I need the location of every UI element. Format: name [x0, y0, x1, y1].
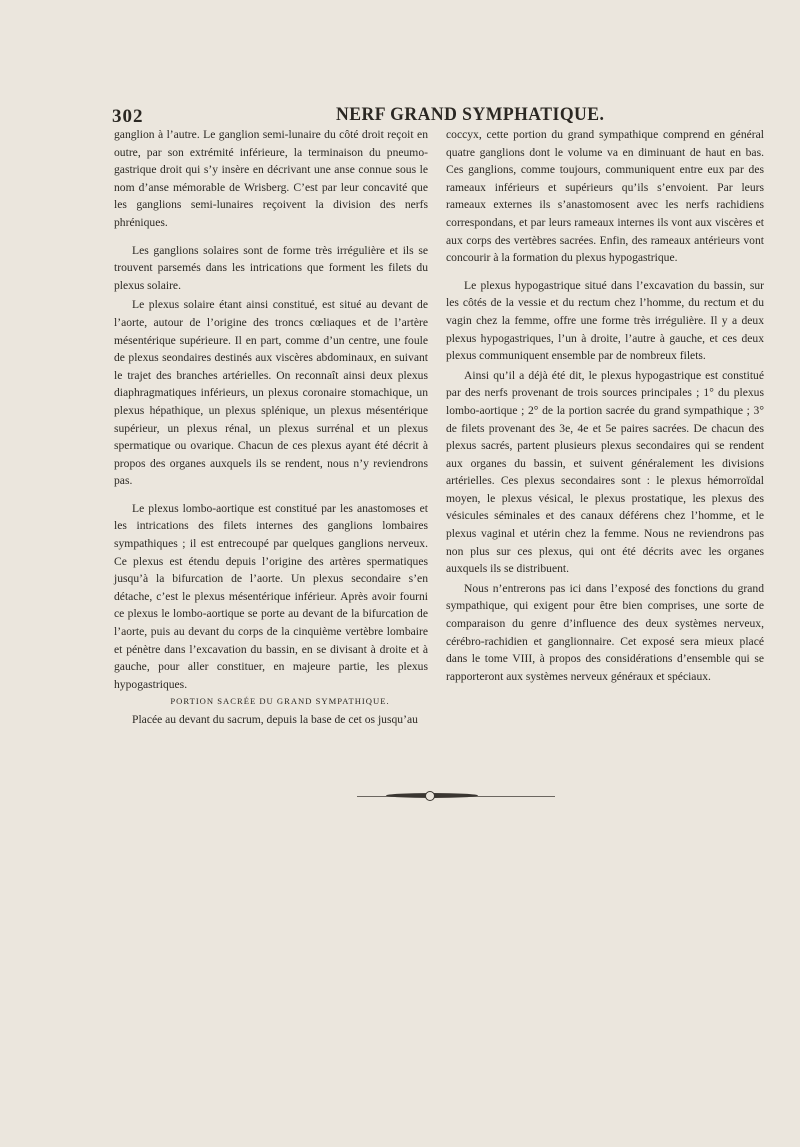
- left-column: [114, 126, 428, 729]
- paragraph: Les ganglions solaires sont de forme très irrégulière et ils se trouvent parsemés dans les intrications que forment les filets du plexus solaire.: [114, 243, 428, 292]
- right-column: [446, 126, 764, 685]
- page-number: 302: [112, 106, 144, 127]
- paragraph: Le plexus hypogastrique situé dans l’excavation du bassin, sur les côtés de la vessie et du rectum chez l’homme, du rectum et du vagin chez la femme, offre une forme très irrégulière. Il y a deux plexus hypogastriques, l’un à droite, l’autre à gauche, et ces deux plexus communiquent ensemble par de nombreux filets.: [446, 278, 764, 363]
- closing-ornament-dot: [425, 791, 435, 801]
- paragraph: Placée au devant du sacrum, depuis la base de cet os jusqu’au: [132, 713, 418, 726]
- paragraph: Le plexus solaire étant ainsi constitué, est situé au devant de l’aorte, autour de l’origine des troncs cœliaques et de l’artère mésentérique supérieure. Il en part, comme d’un centre, une foule de plexus seondaires destinés aux viscères abdominaux, en suivant le trajet des branches artérielles. On reconnaît ainsi deux plexus diaphragmatiques inférieurs, un plexus coronaire stomachique, un plexus hépathique, un plexus splénique, un plexus mésentérique supérieur, un plexus rénal, un plexus surrénal et un plexus spermatique ou ovarique. Chacun de ces plexus ayant été décrit à propos des organes auxquels ils se rendent, nous n’y reviendrons pas.: [114, 298, 428, 488]
- section-heading: PORTION SACRÉE DU GRAND SYMPATHIQUE.: [170, 696, 390, 707]
- paragraph: ganglion à l’autre. Le ganglion semi-lunaire du côté droit reçoit en outre, par son extrémité inférieure, la terminaison du pneumo-gastrique droit qui s’y insère en décrivant une anse connue sous le nom d’anse mémorable de Wrisberg. C’est par leur concavité que les ganglions semi-lunaires reçoivent la division des nerfs phréniques.: [114, 128, 428, 229]
- running-title: NERF GRAND SYMPHATIQUE.: [336, 104, 605, 125]
- paragraph: Ainsi qu’il a déjà été dit, le plexus hypogastrique est constitué par des nerfs provenant de trois sources principales ; 1° du plexus lombo-aortique ; 2° de la portion sacrée du grand sympathique ; 3° de filets provenant des 3e, 4e et 5e paires sacrées. De chacun des plexus sacrés, partent plusieurs plexus secondaires qui se rendent aux organes du bassin, et suivent généralement les divisions artérielles. Ces plexus secondaires sont : le plexus hémorroïdal moyen, le plexus vésical, le plexus prostatique, les plexus des vésicules séminales et des canaux déférens chez l’homme, et le plexus vaginal et utérin chez la femme. Nous ne reviendrons pas non plus sur ces plexus, qui ont été décrits avec les organes auxquels ils se distribuent.: [446, 368, 764, 576]
- paragraph: coccyx, cette portion du grand sympathique comprend en général quatre ganglions dont le volume va en diminuant de haut en bas. Ces ganglions, comme toujours, communiquent entre eux par des rameaux inférieurs et supérieurs qu’ils s’envoient. Par leurs rameaux externes ils s’anastomosent avec les nerfs rachidiens correspondans, et par leurs rameaux internes ils vont aux viscères et aux corps des vertèbres sacrées. Enfin, des rameaux antérieurs vont concourir à la formation du plexus hypogastrique.: [446, 128, 764, 265]
- paragraph: Le plexus lombo-aortique est constitué par les anastomoses et les intrications des filets internes des ganglions lombaires sympathiques ; il est entrecoupé par quelques ganglions nerveux. Ce plexus est étendu depuis l’origine des artères spermatiques jusqu’à la bifurcation de l’aorte. Un plexus secondaire s’en détache, c’est le plexus mésentérique inférieur. Après avoir fourni ce plexus le lombo-aortique se porte au devant de la bifurcation de l’aorte, puis au devant du corps de la cinquième vertèbre lombaire et pénètre dans l’excavation du bassin, en se divisant à droite et à gauche, pour aller constituer, en majeure partie, les plexus hypogastriques.: [114, 501, 428, 691]
- paragraph: Nous n’entrerons pas ici dans l’exposé des fonctions du grand sympathique, qui exigent pour être bien comprises, une sorte de comparaison du genre d’influence des deux systèmes nerveux, cérébro-rachidien et ganglionnaire. Cet exposé sera mieux placé dans le tome VIII, à propos des considérations d’ensemble qui se rapporteront aux systèmes nerveux généraux et spéciaux.: [446, 581, 764, 683]
